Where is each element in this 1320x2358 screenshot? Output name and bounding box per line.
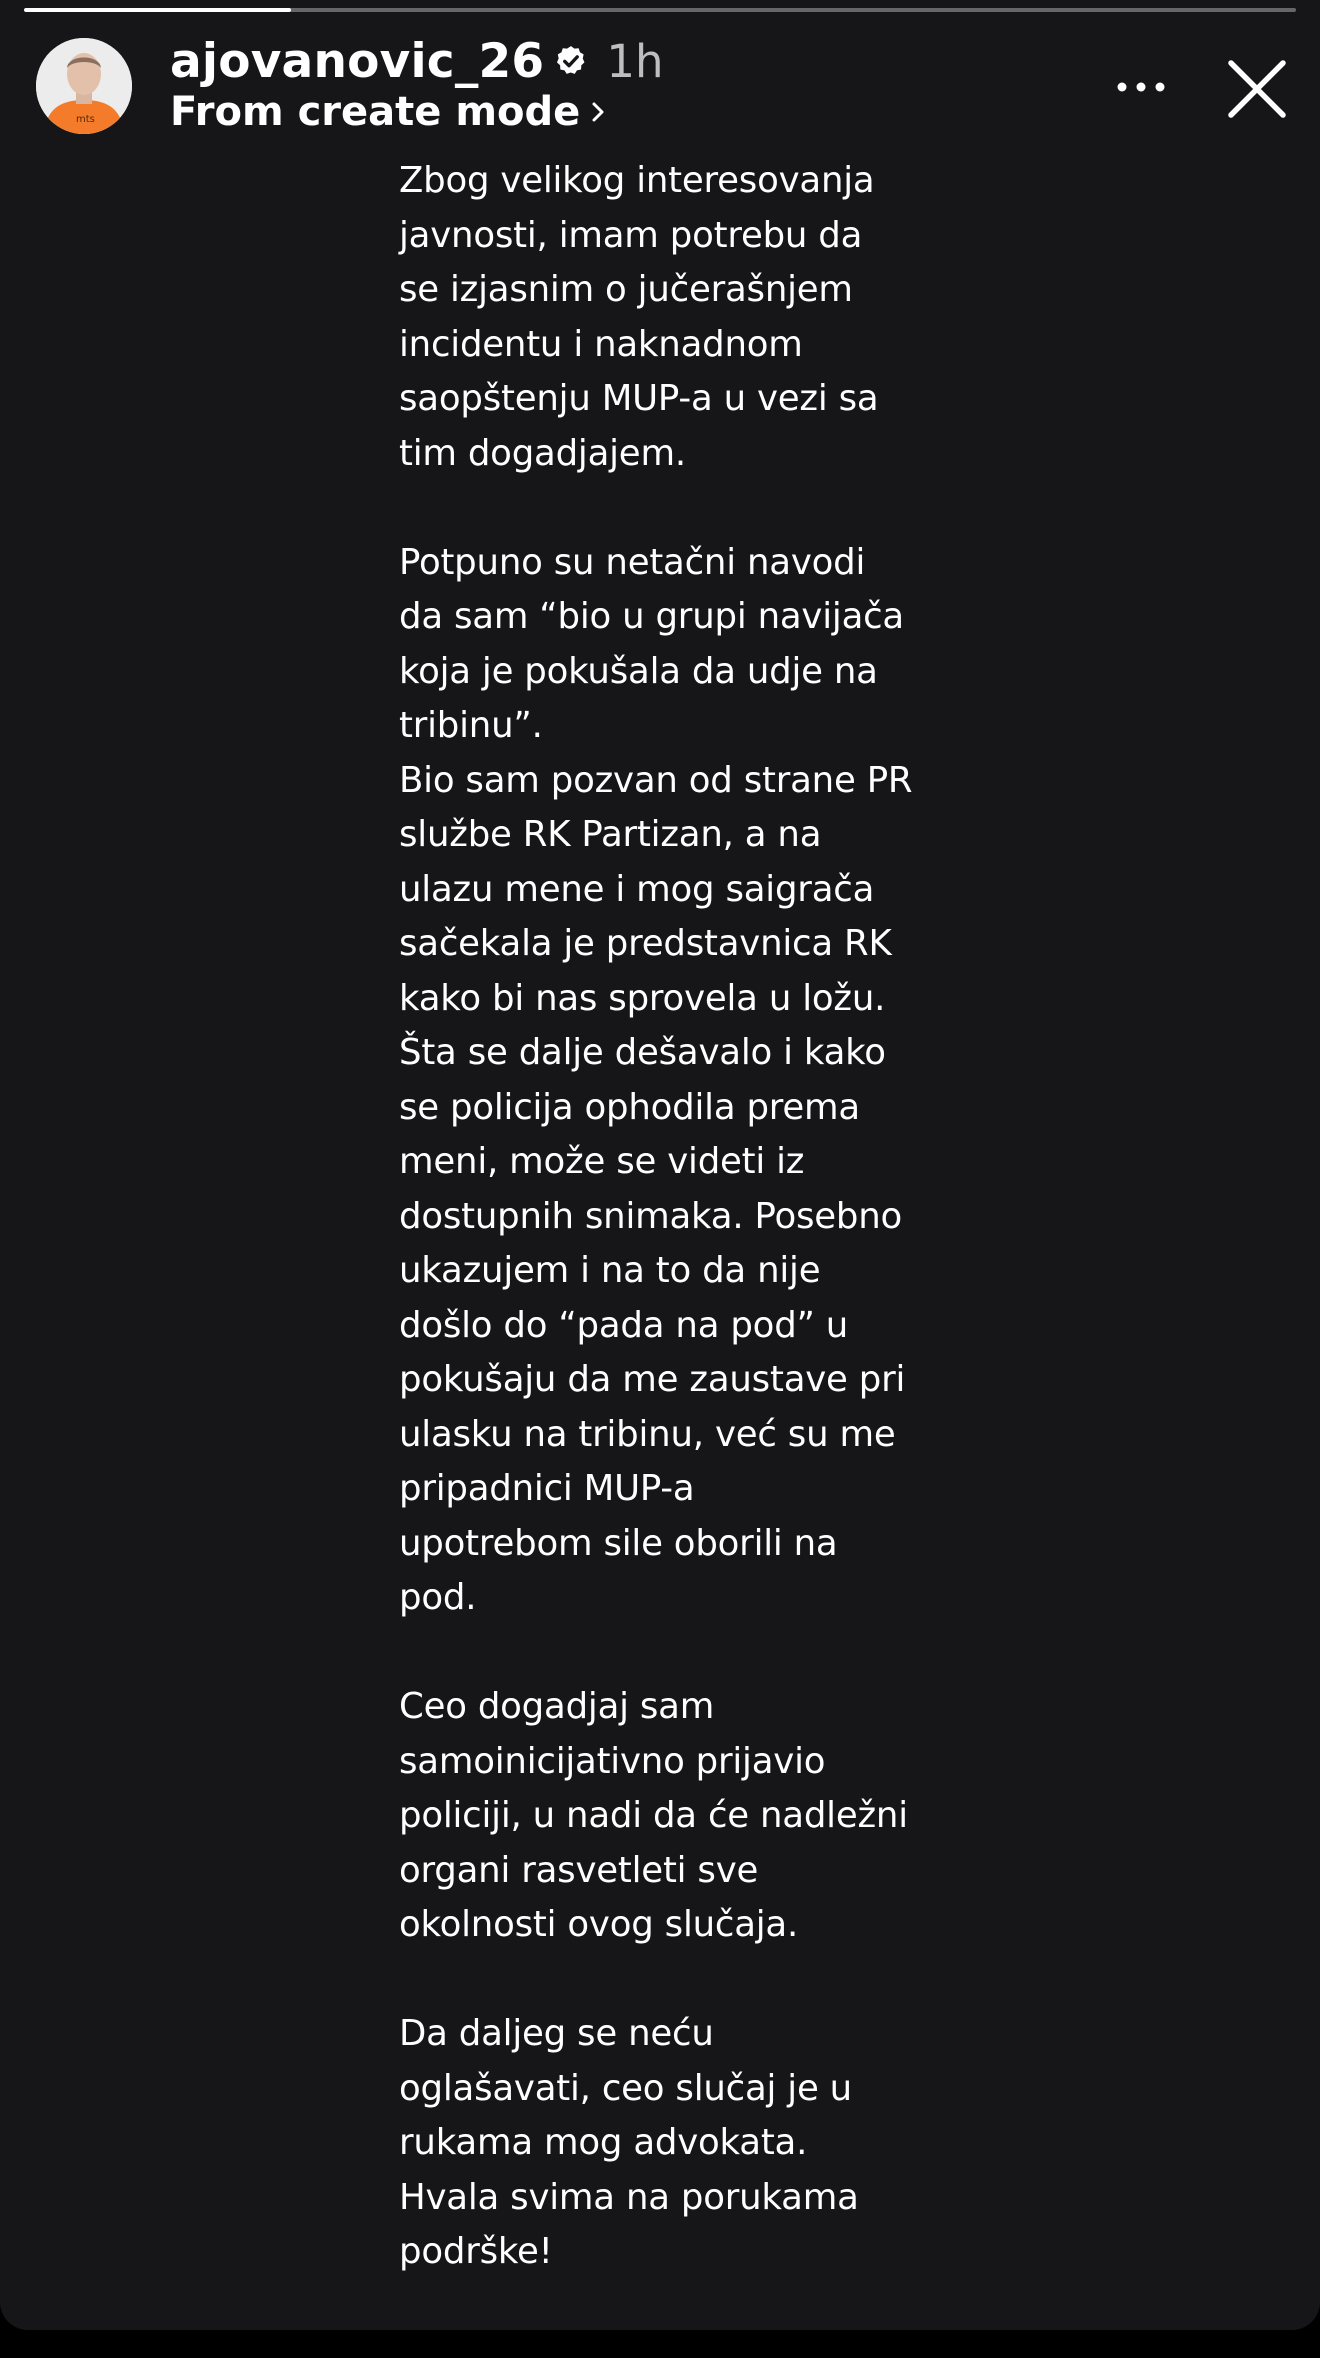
statement-line: rukama mog advokata. (399, 2122, 808, 2163)
create-mode-link[interactable] (170, 86, 606, 138)
story-progress-bar (24, 8, 1296, 12)
statement-line: Ceo dogadjaj sam (399, 1686, 715, 1727)
chevron-right-icon (590, 100, 606, 124)
statement-line: Potpuno su netačni navodi (399, 541, 866, 583)
more-horizontal-icon (1116, 81, 1166, 93)
statement-line: Šta se dalje dešavalo i kako (399, 1032, 886, 1073)
statement-line: kako bi nas sprovela u ložu. (399, 977, 886, 1019)
close-icon (1227, 59, 1287, 119)
statement-line: samoinicijativno prijavio (399, 1740, 826, 1782)
statement-line: meni, može se videti iz (399, 1141, 805, 1182)
statement-line: došlo do “pada na pod” u (399, 1304, 849, 1346)
statement-line: tim dogadjajem. (399, 432, 686, 474)
close-button[interactable] (1222, 54, 1292, 124)
paragraph-4 (399, 2007, 959, 2280)
story-header (0, 30, 1320, 140)
paragraph-gap (399, 1626, 959, 1681)
username-link[interactable]: ajovanovic_26 (170, 33, 545, 89)
username-row (170, 32, 664, 90)
avatar-photo (36, 38, 132, 134)
statement-line: dostupnih snimaka. Posebno (399, 1195, 903, 1237)
statement-line: Hvala svima na porukama (399, 2176, 859, 2218)
avatar[interactable] (36, 38, 132, 134)
statement-line: se policija ophodila prema (399, 1086, 860, 1128)
statement-line: pokušaju da me zaustave pri (399, 1359, 906, 1400)
paragraph-gap (399, 481, 959, 536)
statement-line: tribinu”. (399, 705, 543, 746)
statement-line: ulasku na tribinu, već su me (399, 1413, 896, 1455)
statement-line: pripadnici MUP-a (399, 1468, 695, 1509)
statement-line: Zbog velikog interesovanja (399, 160, 875, 201)
statement-line: Bio sam pozvan od strane PR (399, 759, 913, 801)
statement-line: sačekala je predstavnica RK (399, 923, 892, 964)
statement-line: podrške! (399, 2231, 553, 2272)
statement-line: okolnosti ovog slučaja. (399, 1904, 799, 1945)
statement-line: saopštenju MUP-a u vezi sa (399, 378, 879, 419)
statement-line: da sam “bio u grupi navijača (399, 596, 904, 637)
statement-line: ulazu mene i mog saigrača (399, 868, 875, 910)
paragraph-2 (399, 536, 959, 1626)
statement-line: incidentu i naknadnom (399, 323, 803, 365)
post-time: 1h (606, 34, 664, 88)
statement-text (399, 154, 959, 2280)
paragraph-1 (399, 154, 959, 481)
statement-line: policiji, u nadi da će nadležni (399, 1795, 908, 1836)
more-options-button[interactable] (1106, 60, 1176, 114)
statement-line: službe RK Partizan, a na (399, 814, 822, 855)
statement-line: upotrebom sile oborili na (399, 1522, 838, 1564)
statement-line: Da daljeg se neću (399, 2013, 714, 2054)
create-mode-label: From create mode (170, 89, 581, 135)
statement-line: javnosti, imam potrebu da (399, 214, 863, 256)
paragraph-3 (399, 1680, 959, 1953)
paragraph-gap (399, 1953, 959, 2008)
statement-line: se izjasnim o jučerašnjem (399, 269, 853, 310)
statement-line: organi rasvetleti sve (399, 1849, 759, 1891)
statement-line: oglašavati, ceo slučaj je u (399, 2067, 852, 2109)
statement-line: pod. (399, 1577, 477, 1618)
statement-line: ukazujem i na to da nije (399, 1250, 821, 1291)
story-progress-fill (24, 8, 291, 12)
statement-line: koja je pokušala da udje na (399, 650, 878, 692)
verified-badge-icon (554, 44, 588, 78)
avatar-jersey-label: mts (76, 114, 95, 125)
